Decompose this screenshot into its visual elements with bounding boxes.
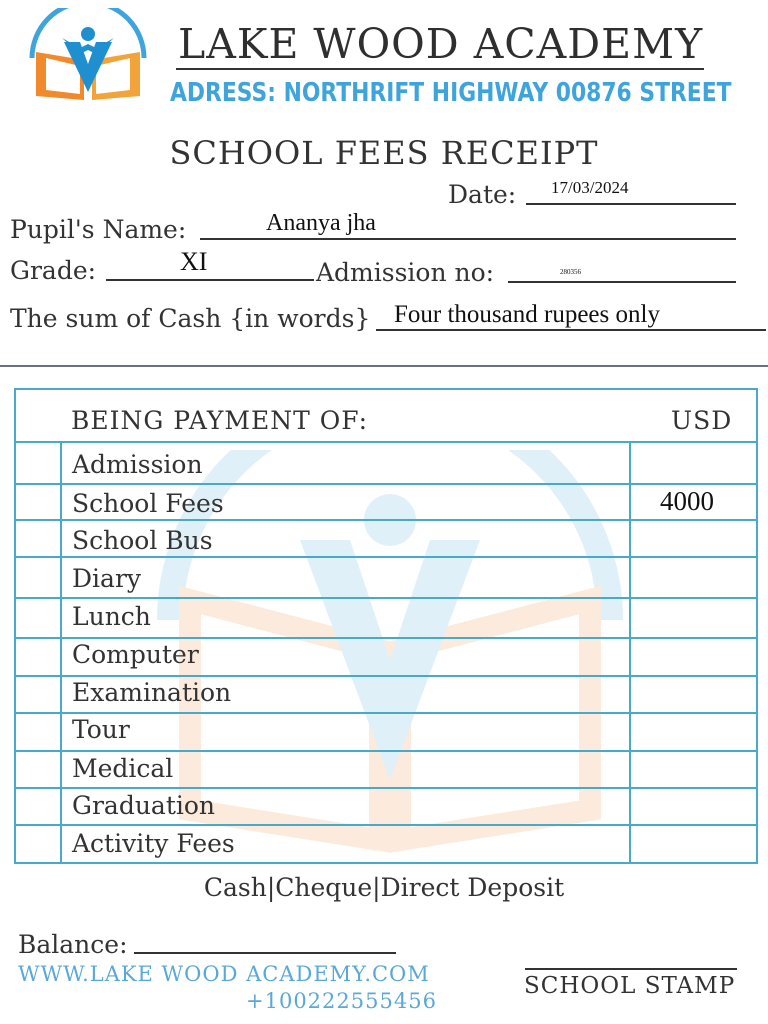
- currency-header-label: USD: [671, 406, 733, 435]
- date-label: Date:: [448, 180, 517, 209]
- sum-in-words-line: [376, 329, 766, 331]
- table-column-divider: [60, 441, 62, 864]
- school-name: LAKE WOOD ACADEMY: [178, 20, 704, 68]
- school-address: ADRESS: NORTHRIFT HIGHWAY 00876 STREET: [170, 78, 732, 108]
- grade-value: XI: [180, 247, 208, 276]
- fee-item-tour: Tour: [72, 715, 130, 744]
- fee-item-school-bus: School Bus: [72, 526, 213, 555]
- pupil-name-line: [200, 238, 736, 240]
- fee-item-examination: Examination: [72, 678, 232, 707]
- table-column-divider: [629, 441, 631, 864]
- fee-item-graduation: Graduation: [72, 791, 216, 820]
- fee-item-activity-fees: Activity Fees: [72, 829, 235, 858]
- fee-amount-school-fees: 4000: [660, 486, 714, 516]
- payment-header-label: BEING PAYMENT OF:: [71, 406, 369, 435]
- balance-label: Balance:: [18, 930, 128, 959]
- table-row-divider: [16, 750, 756, 752]
- fee-item-computer: Computer: [72, 640, 199, 669]
- pupil-name-value: Ananya jha: [266, 210, 376, 236]
- sum-in-words-label: The sum of Cash {in words}: [10, 304, 371, 333]
- receipt-title: SCHOOL FEES RECEIPT: [169, 134, 599, 172]
- pupil-name-label: Pupil's Name:: [10, 215, 187, 244]
- table-row-divider: [16, 787, 756, 789]
- table-row-divider: [16, 519, 756, 521]
- website-text: WWW.LAKE WOOD ACADEMY.COM: [18, 962, 430, 986]
- fee-item-school-fees: School Fees: [72, 489, 224, 518]
- payment-table: [14, 388, 758, 864]
- table-row-divider: [16, 441, 756, 443]
- title-underline: [176, 68, 704, 70]
- table-row-divider: [16, 483, 756, 485]
- fee-item-medical: Medical: [72, 754, 174, 783]
- grade-label: Grade:: [10, 256, 97, 285]
- table-row-divider: [16, 637, 756, 639]
- payment-methods: Cash|Cheque|Direct Deposit: [203, 873, 565, 902]
- table-row-divider: [16, 712, 756, 714]
- section-divider: [0, 365, 768, 367]
- table-row-divider: [16, 824, 756, 826]
- academy-logo-icon: [24, 8, 152, 104]
- sum-in-words-value: Four thousand rupees only: [394, 301, 660, 328]
- date-value: 17/03/2024: [551, 178, 629, 197]
- fee-item-lunch: Lunch: [72, 602, 151, 631]
- fee-item-admission: Admission: [72, 450, 203, 479]
- school-stamp-label: SCHOOL STAMP: [524, 973, 736, 999]
- table-row-divider: [16, 556, 756, 558]
- admission-line: [508, 281, 736, 283]
- admission-value: 280356: [560, 268, 581, 276]
- date-line: [526, 203, 736, 205]
- grade-line: [106, 279, 314, 281]
- stamp-line: [525, 968, 737, 970]
- balance-line: [134, 952, 396, 954]
- admission-label: Admission no:: [316, 258, 495, 287]
- fee-item-diary: Diary: [72, 564, 142, 593]
- table-row-divider: [16, 675, 756, 677]
- phone-text: +100222555456: [246, 989, 437, 1013]
- table-row-divider: [16, 597, 756, 599]
